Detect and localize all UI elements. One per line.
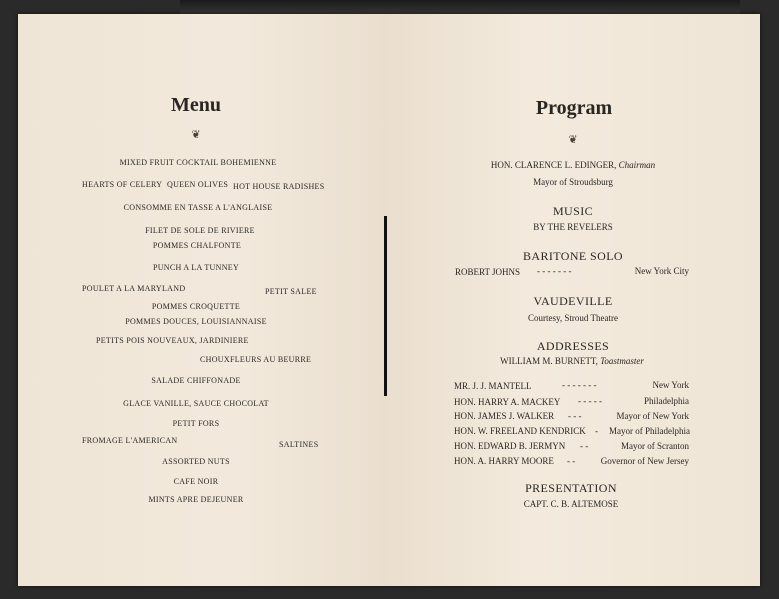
speaker-dashes: - - -	[568, 411, 582, 421]
music-heading: MUSIC	[552, 204, 594, 218]
menu-item-fromage: FROMAGE L'AMERICAN	[82, 436, 178, 445]
toastmaster-role: Toastmaster	[600, 356, 644, 366]
chairman-line	[491, 160, 655, 170]
menu-item-fors: PETIT FORS	[172, 419, 220, 428]
speaker-name: MR. J. J. MANTELL	[454, 381, 532, 391]
toastmaster-line	[500, 356, 644, 366]
leaf-sprig-icon: ❦	[191, 129, 201, 141]
speaker-place: Mayor of Philadelphia	[609, 426, 690, 436]
menu-item-consomme: CONSOMME EN TASSE A L'ANGLAISE	[123, 203, 273, 212]
menu-item-mints: MINTS APRE DEJEUNER	[148, 495, 244, 504]
speaker-dashes: - - - - -	[578, 396, 602, 406]
speaker-dashes: - - - - - - -	[562, 380, 597, 390]
menu-item-sole: FILET DE SOLE DE RIVIERE	[145, 226, 255, 235]
baritone-heading: BARITONE SOLO	[523, 249, 623, 263]
menu-item-fruit: MIXED FRUIT COCKTAIL BOHEMIENNE	[119, 158, 277, 167]
vaudeville-sub: Courtesy, Stroud Theatre	[528, 313, 618, 323]
baritone-dashes: - - - - - - -	[537, 266, 572, 276]
speaker-name: HON. EDWARD B. JERMYN	[454, 441, 566, 451]
baritone-name: ROBERT JOHNS	[455, 267, 521, 277]
menu-item-poulet: POULET A LA MARYLAND	[82, 284, 186, 293]
speaker-dashes: - -	[567, 456, 576, 466]
menu-item-nuts: ASSORTED NUTS	[162, 457, 230, 466]
speaker-place: Governor of New Jersey	[600, 456, 689, 466]
menu-title: Menu	[171, 94, 221, 116]
speaker-name: HON. A. HARRY MOORE	[454, 456, 554, 466]
music-sub: BY THE REVELERS	[533, 222, 613, 232]
menu-item-choux: CHOUXFLEURS AU BEURRE	[200, 355, 312, 364]
speaker-dashes: -	[595, 426, 598, 436]
menu-item-chalfonte: POMMES CHALFONTE	[152, 241, 242, 250]
menu-item-radishes: HOT HOUSE RADISHES	[233, 182, 325, 191]
menu-booklet	[18, 14, 760, 586]
chairman-name: HON. CLARENCE L. EDINGER,	[490, 160, 617, 170]
speaker-place: Mayor of Scranton	[621, 441, 689, 451]
menu-item-saltines: SALTINES	[279, 440, 319, 449]
chairman-sub: Mayor of Stroudsburg	[533, 177, 613, 187]
menu-item-salade: SALADE CHIFFONADE	[151, 376, 241, 385]
presentation-sub: CAPT. C. B. ALTEMOSE	[523, 499, 619, 509]
menu-item-cafe: CAFE NOIR	[173, 477, 219, 486]
menu-item-douces: POMMES DOUCES, LOUISIANNAISE	[125, 317, 267, 326]
addresses-heading: ADDRESSES	[536, 339, 610, 353]
baritone-place: New York City	[634, 266, 689, 276]
menu-item-salee: PETIT SALEE	[265, 287, 317, 296]
speaker-place: Philadelphia	[644, 396, 689, 406]
chairman-role: Chairman	[618, 160, 656, 170]
presentation-heading: PRESENTATION	[525, 481, 617, 495]
speaker-name: HON. W. FREELAND KENDRICK	[454, 426, 586, 436]
menu-item-celery: HEARTS OF CELERY	[82, 180, 163, 189]
leaf-sprig-icon: ❦	[568, 134, 578, 146]
speaker-dashes: - -	[580, 441, 589, 451]
menu-item-punch: PUNCH A LA TUNNEY	[152, 263, 240, 272]
speaker-place: New York	[652, 380, 689, 390]
speaker-name: HON. HARRY A. MACKEY	[454, 397, 561, 407]
speaker-place: Mayor of New York	[616, 411, 689, 421]
toastmaster-name: WILLIAM M. BURNETT,	[500, 356, 598, 366]
menu-item-pois: PETITS POIS NOUVEAUX, JARDINIERE	[96, 336, 249, 345]
menu-item-olives: QUEEN OLIVES	[167, 180, 229, 189]
vaudeville-heading: VAUDEVILLE	[533, 294, 613, 308]
booklet-spine	[384, 216, 387, 396]
menu-item-glace: GLACE VANILLE, SAUCE CHOCOLAT	[123, 399, 269, 408]
speaker-name: HON. JAMES J. WALKER	[454, 411, 555, 421]
program-title: Program	[535, 97, 613, 119]
menu-item-croquette: POMMES CROQUETTE	[151, 302, 241, 311]
